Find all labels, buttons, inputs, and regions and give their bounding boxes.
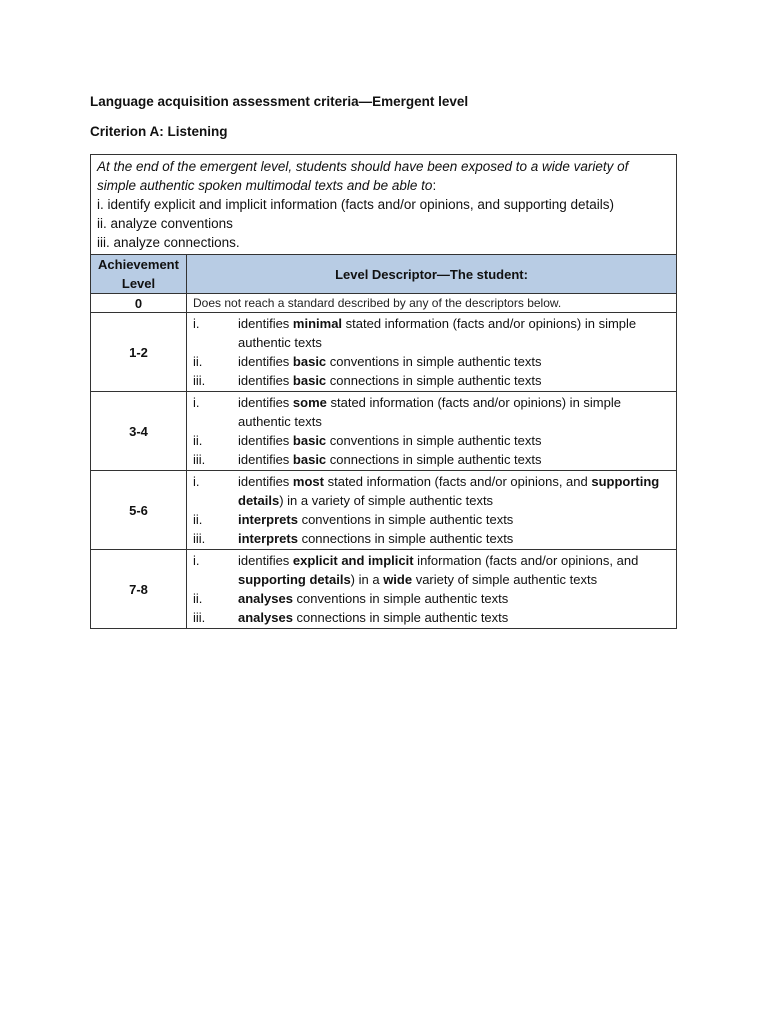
emphasis-text: most — [292, 474, 324, 489]
descriptor-item — [193, 314, 670, 352]
item-number: i. — [193, 316, 200, 331]
emphasis-text: wide — [383, 572, 413, 587]
emphasis-text: analyses — [238, 610, 293, 625]
item-number: iii. — [193, 610, 206, 625]
table-row — [91, 550, 677, 629]
emphasis-text: explicit and implicit — [292, 553, 414, 568]
item-number: iii. — [193, 531, 206, 546]
document-page — [90, 92, 680, 629]
emphasis-text: some — [292, 395, 327, 410]
item-text-segment: stated information (facts and/or opinions) in simple authentic texts — [238, 316, 637, 350]
intro-lead-text: At the end of the emergent level, students should have been exposed to a wide variety of simple authentic spoken multimodal texts and be able to — [97, 159, 629, 193]
descriptor-item — [193, 352, 670, 371]
intro-point: ii. analyze conventions — [97, 216, 233, 231]
header-level-descriptor: Level Descriptor—The student: — [187, 255, 677, 294]
intro-row — [91, 155, 677, 255]
intro-lead — [97, 157, 670, 195]
table-row — [91, 313, 677, 392]
emphasis-text: interprets — [238, 512, 298, 527]
item-text — [238, 314, 670, 352]
item-number: ii. — [193, 591, 203, 606]
item-text-segment: information (facts and/or opinions, and — [413, 553, 639, 568]
descriptor-item — [193, 393, 670, 431]
item-text-segment: conventions in simple authentic texts — [292, 591, 509, 606]
item-text-segment: connections in simple authentic texts — [326, 373, 542, 388]
header-achievement-level: Achievement Level — [91, 255, 187, 294]
descriptor-item — [193, 510, 670, 529]
descriptor-cell — [187, 471, 677, 550]
item-text-segment: stated information (facts and/or opinions) in simple authentic texts — [238, 395, 621, 429]
item-text-segment: identifies — [238, 316, 293, 331]
item-number: ii. — [193, 512, 203, 527]
item-text-segment: identifies — [238, 354, 293, 369]
descriptor-cell — [187, 550, 677, 629]
intro-cell — [91, 155, 677, 255]
item-text — [238, 529, 670, 548]
item-text-segment: identifies — [238, 373, 293, 388]
descriptor-item — [193, 371, 670, 390]
item-text-segment: conventions in simple authentic texts — [326, 433, 542, 448]
item-number: iii. — [193, 373, 206, 388]
item-text-segment: identifies — [238, 452, 293, 467]
level-cell: 3-4 — [91, 392, 187, 471]
table-row — [91, 392, 677, 471]
level-cell: 7-8 — [91, 550, 187, 629]
level-cell: 0 — [91, 294, 187, 313]
item-text-segment: ) in a — [350, 572, 384, 587]
item-text-segment: connections in simple authentic texts — [292, 610, 509, 625]
descriptor-item — [193, 529, 670, 548]
emphasis-text: basic — [292, 433, 327, 448]
descriptor-cell: Does not reach a standard described by any of the descriptors below. — [187, 294, 677, 313]
descriptor-item — [193, 608, 670, 627]
descriptor-item — [193, 472, 670, 510]
item-text-segment: stated information (facts and/or opinions, and — [323, 474, 592, 489]
level-rows — [91, 313, 677, 629]
descriptor-item — [193, 450, 670, 469]
emphasis-text: basic — [292, 452, 327, 467]
item-text-segment: identifies — [238, 474, 293, 489]
item-text-segment: identifies — [238, 553, 293, 568]
emphasis-text: interprets — [238, 531, 298, 546]
table-header-row — [91, 255, 677, 294]
emphasis-text: basic — [292, 373, 327, 388]
item-text — [238, 371, 670, 390]
level-cell: 1-2 — [91, 313, 187, 392]
item-text — [238, 589, 670, 608]
item-text-segment: connections in simple authentic texts — [297, 531, 514, 546]
item-text-segment: identifies — [238, 395, 293, 410]
descriptor-item — [193, 589, 670, 608]
item-text — [238, 472, 670, 510]
item-number: ii. — [193, 354, 203, 369]
descriptor-item — [193, 551, 670, 589]
emphasis-text: supporting details — [238, 572, 351, 587]
emphasis-text: basic — [292, 354, 327, 369]
document-title: Language acquisition assessment criteria—Emergent level — [90, 94, 469, 109]
item-text — [238, 393, 670, 431]
table-row — [91, 471, 677, 550]
item-text-segment: conventions in simple authentic texts — [326, 354, 542, 369]
table-row — [91, 294, 677, 313]
item-text-segment: conventions in simple authentic texts — [297, 512, 514, 527]
descriptor-cell — [187, 313, 677, 392]
level-cell: 5-6 — [91, 471, 187, 550]
item-text — [238, 608, 670, 627]
item-number: iii. — [193, 452, 206, 467]
descriptor-cell — [187, 392, 677, 471]
item-text-segment: variety of simple authentic texts — [412, 572, 598, 587]
emphasis-text: minimal — [292, 316, 343, 331]
item-text-segment: ) in a variety of simple authentic texts — [279, 493, 494, 508]
item-number: i. — [193, 553, 200, 568]
item-text — [238, 352, 670, 371]
item-text-segment: identifies — [238, 433, 293, 448]
item-text-segment: connections in simple authentic texts — [326, 452, 542, 467]
item-number: i. — [193, 395, 200, 410]
item-text — [238, 510, 670, 529]
intro-point: iii. analyze connections. — [97, 235, 240, 250]
intro-point: i. identify explicit and implicit information (facts and/or opinions, and supporting details) — [97, 197, 615, 212]
criterion-heading: Criterion A: Listening — [90, 124, 228, 139]
rubric-table — [90, 154, 677, 629]
item-text — [238, 551, 670, 589]
intro-lead-colon: : — [432, 178, 437, 193]
emphasis-text: supporting details — [238, 474, 660, 508]
item-number: i. — [193, 474, 200, 489]
item-text — [238, 431, 670, 450]
emphasis-text: analyses — [238, 591, 293, 606]
item-text — [238, 450, 670, 469]
descriptor-item — [193, 431, 670, 450]
item-number: ii. — [193, 433, 203, 448]
